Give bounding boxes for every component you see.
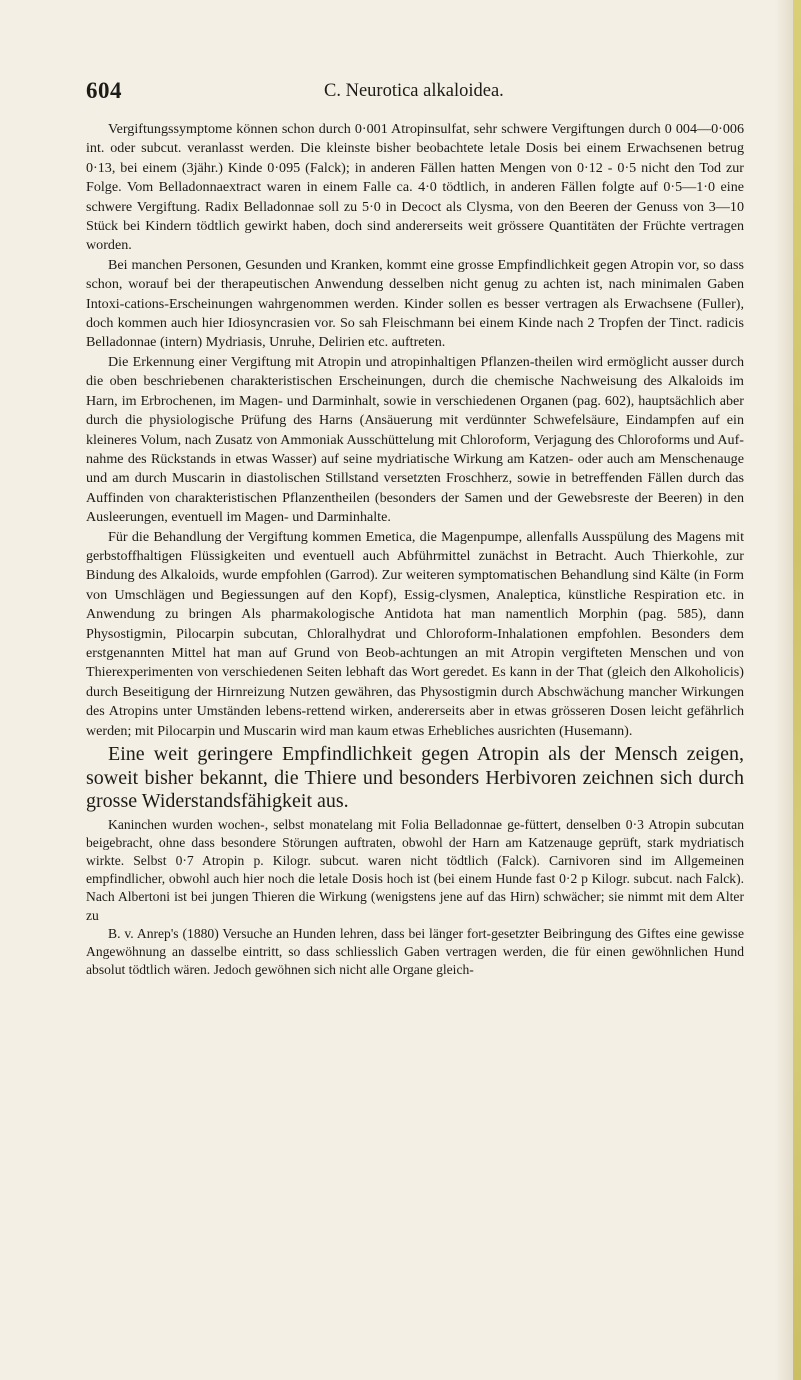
- page-header: [86, 78, 744, 112]
- paragraph-animals: Eine weit geringere Empfindlichkeit gegen Atropin als der Mensch zeigen, soweit bisher bekannt, die Thiere und besonders Herbivoren zeichnen sich durch grosse Widerstandsfähigkeit aus.: [86, 743, 744, 812]
- book-page: [86, 78, 744, 979]
- small-print-text: [86, 816, 744, 980]
- large-print-text: [86, 743, 744, 814]
- paragraph-diagnosis: Die Erkennung einer Vergiftung mit Atropin und atropinhaltigen Pflanzen-theilen wird ermöglicht ausser durch die oben beschriebenen charakteristischen Erscheinungen, durch die chemische Nachweisung des Alkaloids im Harn, im Erbrochenen, im Magen- und Darminhalt, sowie in verschiedenen Organen (pag. 602), hauptsächlich aber durch die physiologische Prüfung des Harns (Ansäuerung mit verdünnter Schwefelsäure, Eindampfen auf ein kleineres Volum, nach Zusatz von Ammoniak Ausschüttelung mit Chloroform, Verjagung des Chloroforms und Auf-nahme des Rückstands in etwas Wasser) auf seine mydriatische Wirkung am Katzen- oder auch am Menschenauge und am durch Muscarin in diastolischen Stillstand versetzten Froschherz, sowie in betreffenden Fällen durch das Auffinden von charakteristischen Pflanzentheilen (besonders der Samen und der Gewebsreste der Beeren) in den Ausleerungen, eventuell im Magen- und Darminhalte.: [86, 353, 744, 526]
- paragraph-symptoms: Vergiftungssymptome können schon durch 0·001 Atropinsulfat, sehr schwere Vergiftungen durch 0 004—0·006 int. oder subcut. veranlasst werden. Die kleinste bisher beobachtete letale Dosis bei einem Erwachsenen betrug 0·13, bei einem (3jähr.) Kinde 0·095 (Falck); in anderen Fällen hatten Mengen von 0·12 - 0·5 nicht den Tod zur Folge. Vom Belladonnaextract waren in einem Falle ca. 4·0 tödtlich, in anderen Fällen folgte auf 0·5—1·0 eine schwere Vergiftung. Radix Belladonnae soll zu 5·0 in Decoct als Clysma, von den Beeren der Genuss von 3—10 Stück bei Kindern tödtlich gewirkt haben, doch sind andererseits weit grössere Quantitäten der Früchte vertragen worden.: [86, 121, 744, 254]
- paragraph-treatment: Für die Behandlung der Vergiftung kommen Emetica, die Magenpumpe, allenfalls Ausspülung des Magens mit gerbstoffhaltigen Flüssigkeiten und eventuell auch Abführmittel zunächst in Betracht. Auch Thierkohle, zur Bindung des Alkaloids, wurde empfohlen (Garrod). Zur weiteren symptomatischen Behandlung sind Kälte (in Form von Umschlägen und Begiessungen auf den Kopf), Essig-clysmen, Analeptica, künstliche Respiration etc. in Anwendung zu bringen Als pharmakologische Antidota hat man namentlich Morphin (pag. 585), dann Physostigmin, Pilocarpin subcutan, Chloralhydrat und Chloroform-Inhalationen empfohlen. Besonders dem erstgenannten Mittel hat man auf Grund von Beob-achtungen an mit Atropin vergifteten Menschen und von Thierexperimenten von verschiedenen Seiten lebhaft das Wort geredet. Es kann in der That (gleich den Alkoholicis) durch Beseitigung der Hirnreizung Nutzen gewähren, das Physostigmin durch Abschwächung mancher Wirkungen des Atropins unter Umständen lebens-rettend wirken, andererseits aber in etwas grösseren Dosen leicht gefährlich werden; mit Pilocarpin und Muscarin wird man kaum etwas Erhebliches ausrichten (Husemann).: [86, 528, 744, 739]
- main-text: [86, 120, 744, 741]
- paragraph-sensitivity: Bei manchen Personen, Gesunden und Kranken, kommt eine grosse Empfindlichkeit gegen Atropin vor, so dass schon, worauf bei der therapeutischen Anwendung desselben nicht genug zu achten ist, nach minimalen Gaben Intoxi-cations-Erscheinungen wahrgenommen werden. Kinder sollen es besser vertragen als Erwachsene (Fuller), doch kommen auch hier Idiosyncrasien vor. So sah Fleischmann bei einem Kinde nach 2 Tropfen der Tinct. radicis Belladonnae (intern) Mydriasis, Unruhe, Delirien etc. auftreten.: [86, 256, 744, 351]
- paragraph-rabbits: Kaninchen wurden wochen-, selbst monatelang mit Folia Belladonnae ge-füttert, denselben 0·3 Atropin subcutan beigebracht, ohne dass besondere Störungen auftraten, obwohl der Harn am Katzenauge geprüft, stark mydriatisch wirkte. Selbst 0·7 Atropin p. Kilogr. subcut. waren nicht tödtlich (Falck). Carnivoren sind im Allgemeinen empfindlicher, obwohl auch hier noch die letale Dosis hoch ist (bei einem Hunde fast 0·2 p Kilogr. subcut. nach Falck). Nach Albertoni ist bei jungen Thieren die Wirkung (wenigstens jene auf das Hirn) schwächer; sie nimmt mit dem Alter zu: [86, 816, 744, 923]
- paragraph-anrep: B. v. Anrep's (1880) Versuche an Hunden lehren, dass bei länger fort-gesetzter Beibringung des Giftes eine gewisse Angewöhnung an dasselbe eintritt, so dass schliesslich Gaben vertragen werden, die für einen gewöhnlichen Hund absolut tödtlich wären. Jedoch gewöhnen sich nicht alle Organe gleich-: [86, 925, 744, 978]
- page-number: 604: [86, 78, 122, 103]
- running-title: C. Neurotica alkaloidea.: [324, 81, 504, 101]
- page-edge-strip: [793, 0, 801, 1380]
